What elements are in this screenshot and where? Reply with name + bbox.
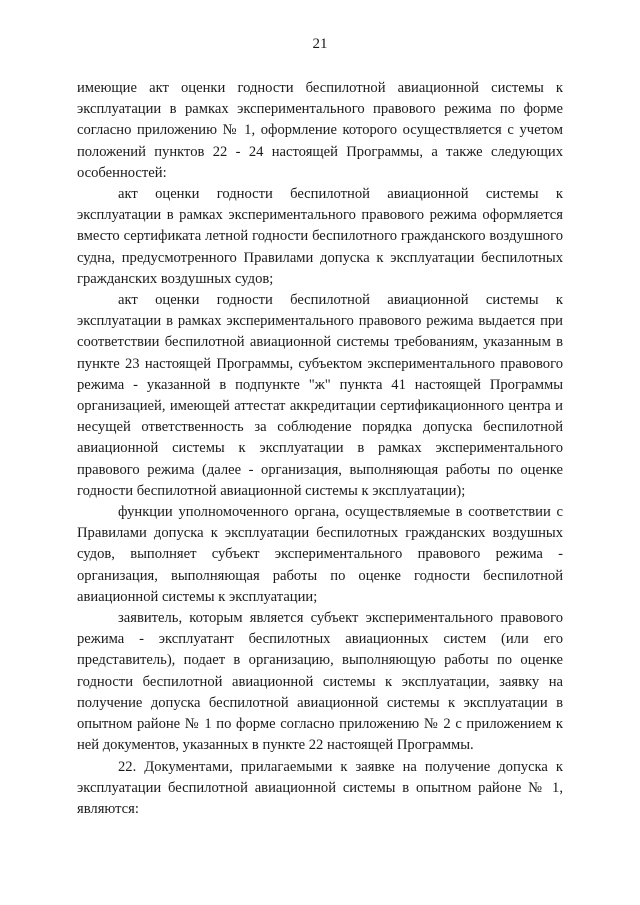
document-body — [77, 78, 563, 820]
paragraph-act-requirements: акт оценки годности беспилотной авиационной системы к эксплуатации в рамках экспериментального правового режима выдается при соответствии беспилотной авиационной системы требованиям, указанным в пункте 23 настоящей Программы, субъектом экспериментального правового режима - указанной в подпункте "ж" пункта 41 настоящей Программы организацией, имеющей аттестат аккредитации сертификационного центра и несущей ответственность за соблюдение порядка допуска беспилотной авиационной системы к эксплуатации в рамках экспериментального правового режима (далее - организация, выполняющая работы по оценке годности беспилотной авиационной системы к эксплуатации); — [77, 292, 563, 499]
paragraph-documents-list: 22. Документами, прилагаемыми к заявке на получение допуска к эксплуатации беспилотной авиационной системы в опытном районе № 1, являются: — [77, 758, 563, 817]
paragraph-continuation: имеющие акт оценки годности беспилотной авиационной системы к эксплуатации в рамках экспериментального правового режима по форме согласно приложению № 1, оформление которого осуществляется с учетом положений пунктов 22 - 24 настоящей Программы, а также следующих особенностей: — [77, 80, 563, 181]
page-number: 21 — [312, 36, 328, 52]
paragraph-act-issuance: акт оценки годности беспилотной авиационной системы к эксплуатации в рамках экспериментального правового режима оформляется вместо сертификата летной годности беспилотного гражданского воздушного судна, предусмотренного Правилами допуска к эксплуатации беспилотных гражданских воздушных судов; — [77, 186, 563, 287]
paragraph-authority-functions: функции уполномоченного органа, осуществляемые в соответствии с Правилами допуска к эксплуатации беспилотных гражданских воздушных судов, выполняет субъект экспериментального правового режима - организация, выполняющая работы по оценке годности беспилотной авиационной системы к эксплуатации; — [77, 504, 563, 605]
paragraph-applicant: заявитель, которым является субъект экспериментального правового режима - эксплуатант беспилотных авиационных систем (или его представитель), подает в организацию, выполняющую работы по оценке годности беспилотной авиационной системы к эксплуатации, заявку на получение допуска беспилотной авиационной системы к эксплуатации в опытном районе № 1 по форме согласно приложению № 2 с приложением к ней документов, указанных в пункте 22 настоящей Программы. — [77, 610, 563, 754]
